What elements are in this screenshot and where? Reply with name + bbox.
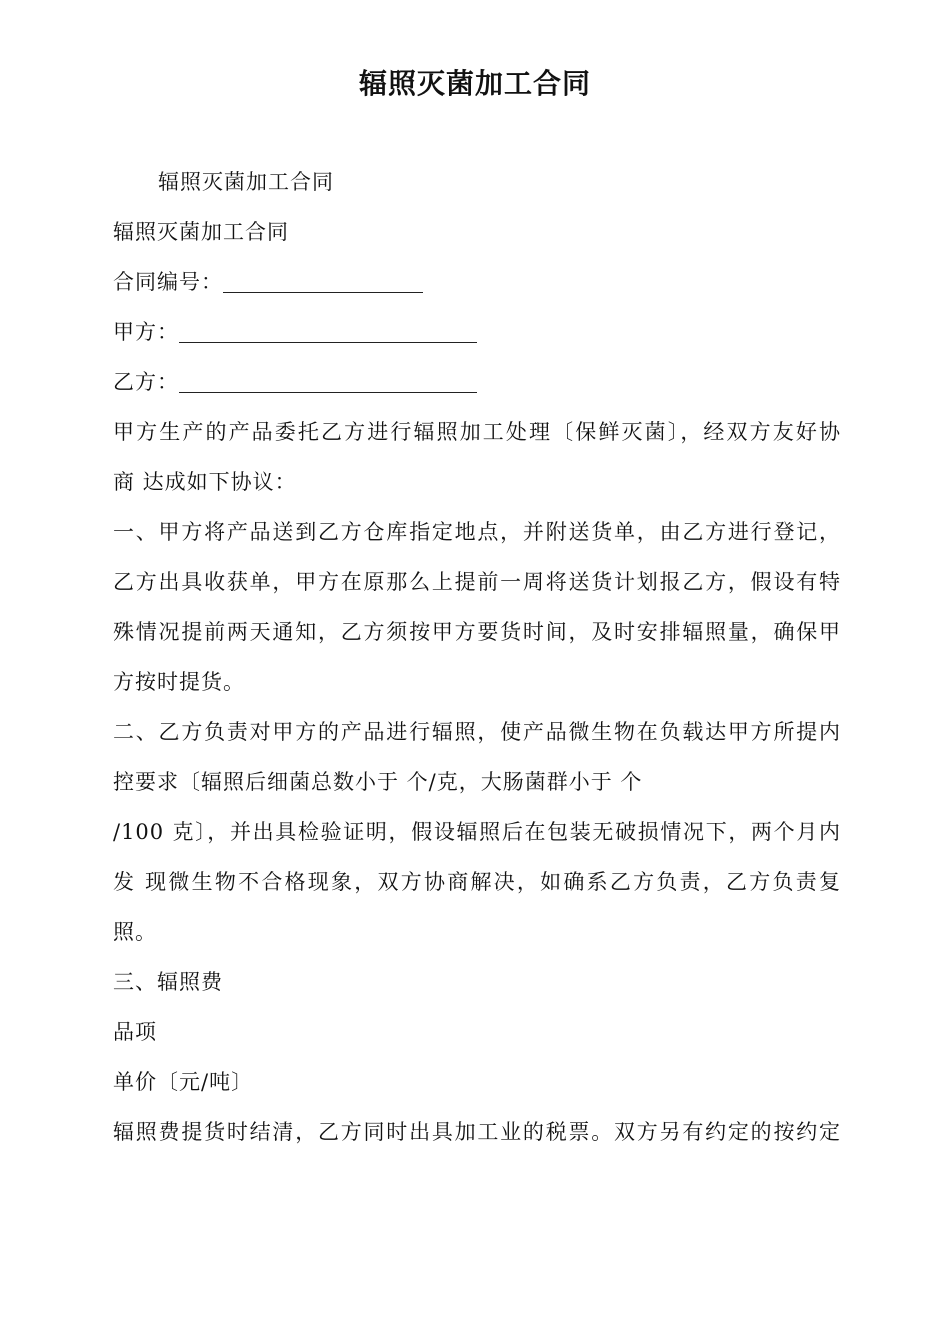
contract-number-label: 合同编号： [113, 270, 223, 294]
party-b-blank [179, 372, 477, 393]
table-label-item: 品项 [113, 1020, 157, 1044]
section-heading: 三、辐照费 [113, 970, 223, 994]
paragraph-line: 殊情况提前两天通知，乙方须按甲方要货时间，及时安排辐照量，确保甲 [113, 620, 841, 644]
paragraph-line: 商 达成如下协议： [113, 470, 297, 494]
paragraph-line: 甲方生产的产品委托乙方进行辐照加工处理〔保鲜灭菌〕，经双方友好协 [113, 420, 841, 444]
contract-number-line [113, 267, 853, 297]
paragraph-line: 二、乙方负责对甲方的产品进行辐照，使产品微生物在负载达甲方所提内 [113, 720, 841, 744]
party-a-label: 甲方： [113, 320, 179, 344]
document-title: 辐照灭菌加工合同 [358, 67, 591, 100]
paragraph-line: 辐照费提货时结清，乙方同时出具加工业的税票。双方另有约定的按约定 [113, 1120, 841, 1144]
paragraph-line: 控要求〔辐照后细菌总数小于 个/克，大肠菌群小于 个 [113, 770, 643, 794]
paragraph-line: 一、甲方将产品送到乙方仓库指定地点，并附送货单，由乙方进行登记， [113, 520, 841, 544]
paragraph-line: 照。 [113, 920, 157, 944]
subtitle-indented: 辐照灭菌加工合同 [158, 170, 334, 194]
paragraph-line: /100 克〕，并出具检验证明，假设辐照后在包装无破损情况下，两个月内 [113, 820, 841, 844]
party-b-label: 乙方： [113, 370, 179, 394]
party-a-blank [179, 322, 477, 343]
paragraph-line: 方按时提货。 [113, 670, 245, 694]
table-label-price: 单价〔元/吨〕 [113, 1070, 254, 1094]
party-b-line [113, 367, 853, 397]
contract-number-blank [223, 272, 423, 293]
party-a-line [113, 317, 853, 347]
paragraph-line: 乙方出具收获单，甲方在原那么上提前一周将送货计划报乙方，假设有特 [113, 570, 841, 594]
paragraph-line: 发 现微生物不合格现象，双方协商解决，如确系乙方负责，乙方负责复 [113, 870, 841, 894]
subtitle: 辐照灭菌加工合同 [113, 220, 289, 244]
